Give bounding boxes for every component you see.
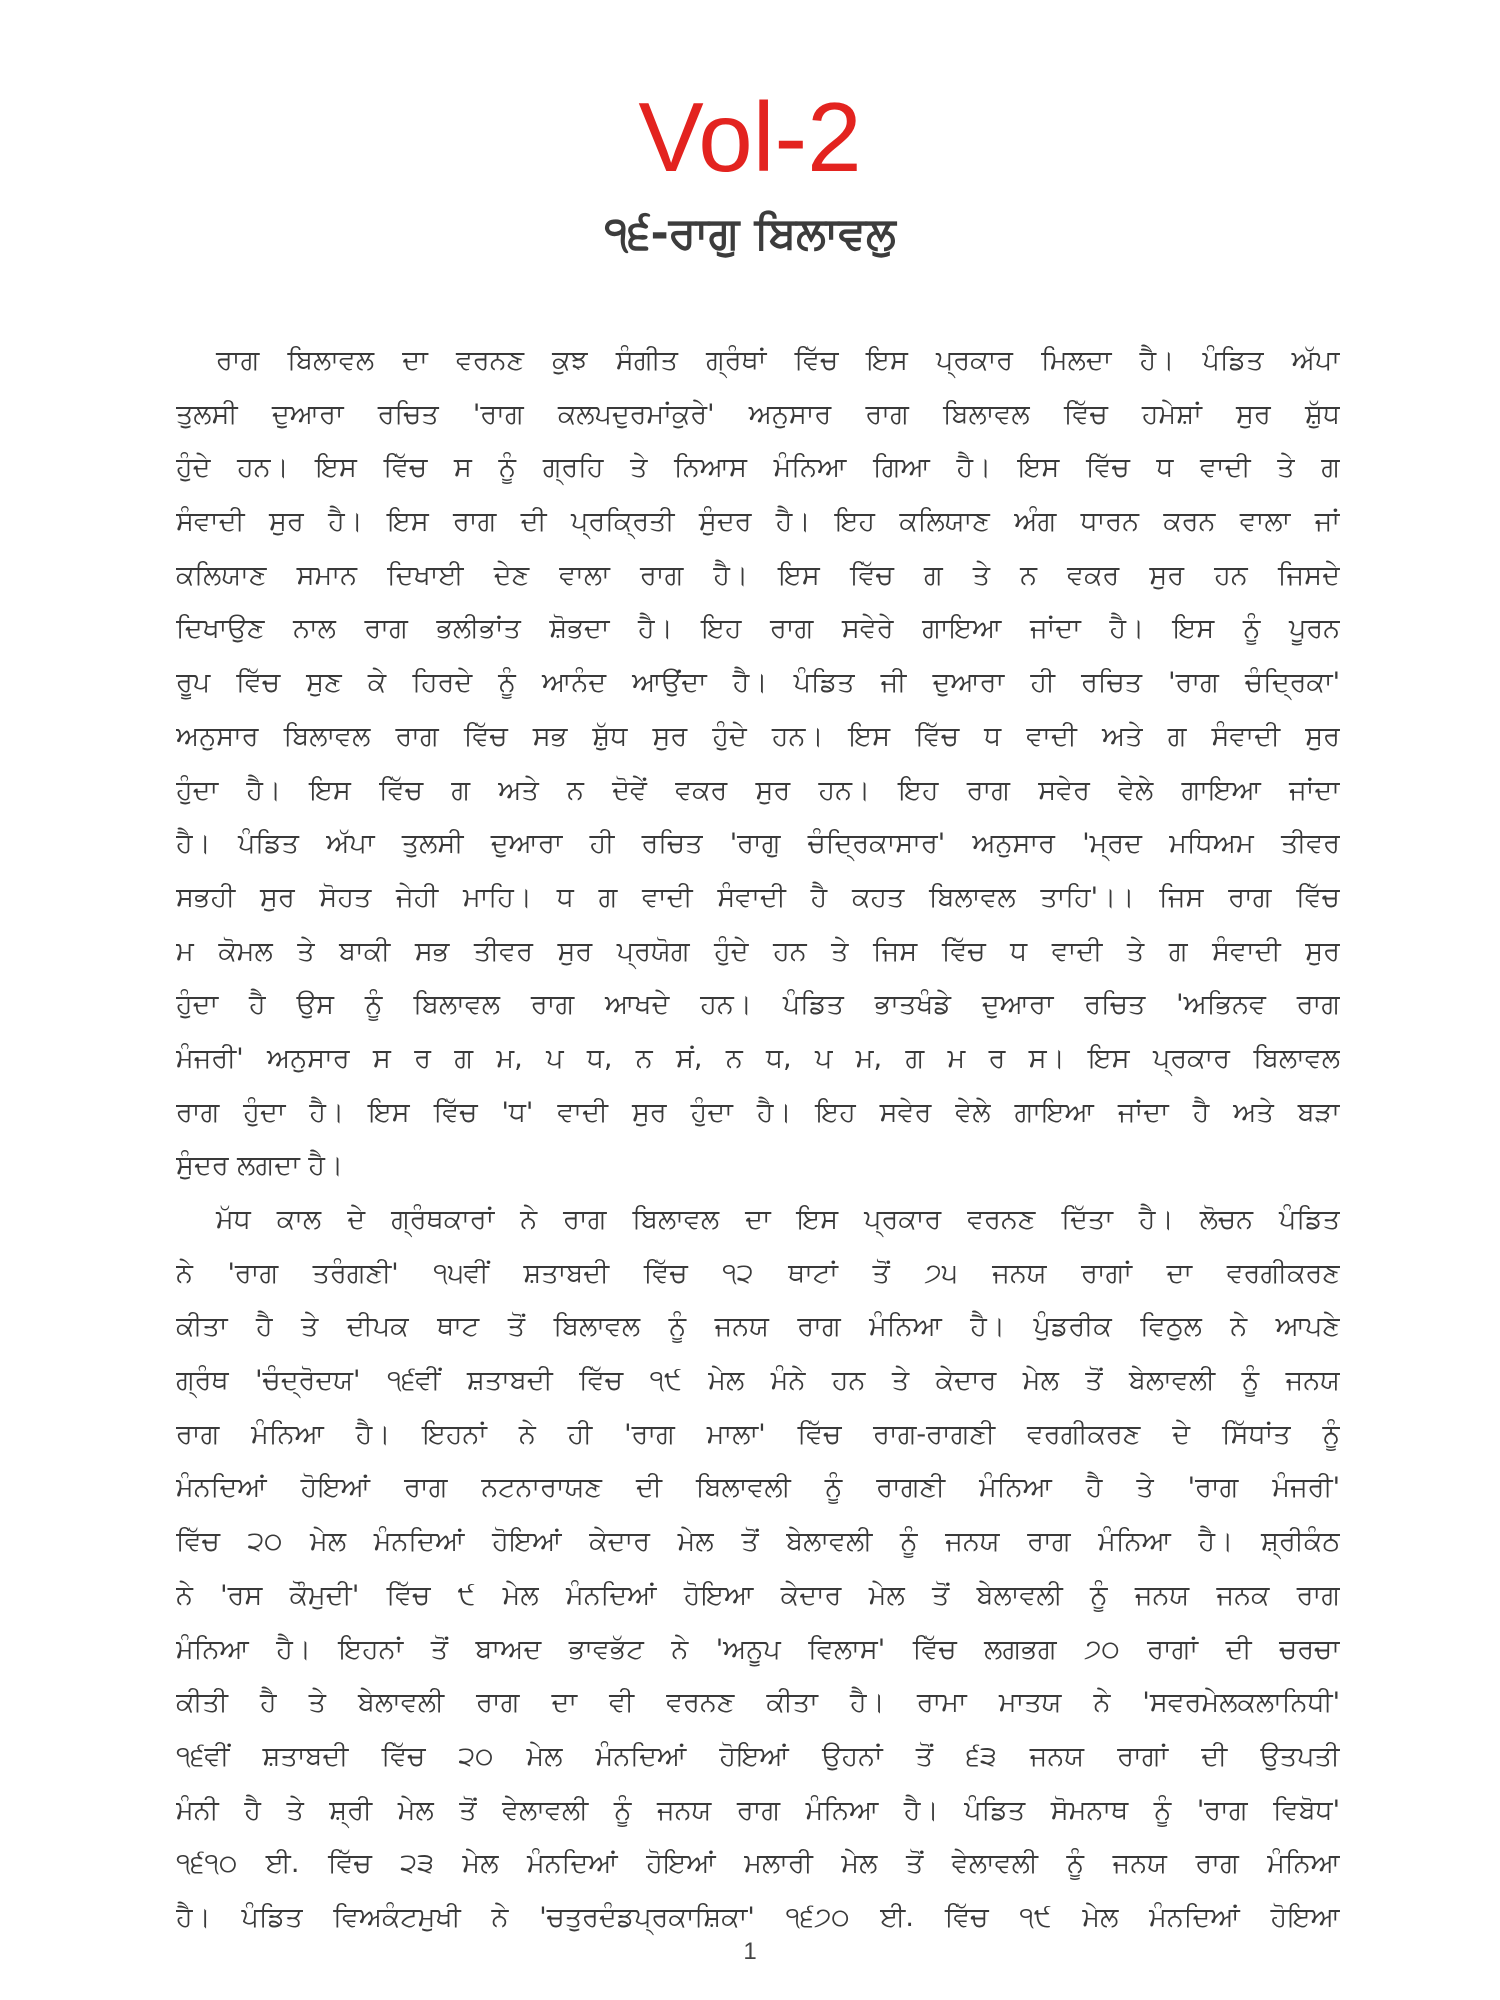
text-line: ਮੱਧ ਕਾਲ ਦੇ ਗ੍ਰੰਥਕਾਰਾਂ ਨੇ ਰਾਗ ਬਿਲਾਵਲ ਦਾ ਇਸ ਪ੍ਰਕਾਰ ਵਰਨਣ ਦਿੱਤਾ ਹੈ। ਲੋਚਨ ਪੰਡਿਤ — [216, 1204, 1340, 1235]
text-line: ਹੈ। ਪੰਡਿਤ ਅੱਪਾ ਤੁਲਸੀ ਦੁਆਰਾ ਹੀ ਰਚਿਤ 'ਰਾਗੁ ਚੰਦ੍ਰਿਕਾਸਾਰ' ਅਨੁਸਾਰ 'ਮ੍ਰਦ ਮਧਿਅਮ ਤੀਵਰ — [176, 828, 1340, 860]
text-line: ਮੰਨਿਆ ਹੈ। ਇਹਨਾਂ ਤੋਂ ਬਾਅਦ ਭਾਵਭੱਟ ਨੇ 'ਅਨੂਪ ਵਿਲਾਸ' ਵਿੱਚ ਲਗਭਗ ੭੦ ਰਾਗਾਂ ਦੀ ਚਰਚਾ — [176, 1633, 1340, 1665]
text-line: ਸਭਹੀ ਸੁਰ ਸੋਹਤ ਜੇਹੀ ਮਾਹਿ। ਧ ਗ ਵਾਦੀ ਸੰਵਾਦੀ ਹੈ ਕਹਤ ਬਿਲਾਵਲ ਤਾਹਿ'।। ਜਿਸ ਰਾਗ ਵਿੱਚ — [176, 881, 1340, 913]
text-line: ਗ੍ਰੰਥ 'ਚੰਦ੍ਰੋਦਯ' ੧੬ਵੀਂ ਸ਼ਤਾਬਦੀ ਵਿੱਚ ੧੯ ਮੇਲ ਮੰਨੇ ਹਨ ਤੇ ਕੇਦਾਰ ਮੇਲ ਤੋਂ ਬੇਲਾਵਲੀ ਨੂੰ ਜਨਯ — [176, 1365, 1340, 1397]
text-line: ਸੁੰਦਰ ਲਗਦਾ ਹੈ। — [176, 1150, 344, 1182]
text-line: ਦਿਖਾਉਣ ਨਾਲ ਰਾਗ ਭਲੀਭਾਂਤ ਸ਼ੋਭਦਾ ਹੈ। ਇਹ ਰਾਗ ਸਵੇਰੇ ਗਾਇਆ ਜਾਂਦਾ ਹੈ। ਇਸ ਨੂੰ ਪੂਰਨ — [176, 613, 1340, 645]
text-line: ਕੀਤੀ ਹੈ ਤੇ ਬੇਲਾਵਲੀ ਰਾਗ ਦਾ ਵੀ ਵਰਨਣ ਕੀਤਾ ਹੈ। ਰਾਮਾ ਮਾਤਯ ਨੇ 'ਸਵਰਮੇਲਕਲਾਨਿਧੀ' — [176, 1687, 1340, 1719]
text-line: ਵਿੱਚ ੨੦ ਮੇਲ ਮੰਨਦਿਆਂ ਹੋਇਆਂ ਕੇਦਾਰ ਮੇਲ ਤੋਂ ਬੇਲਾਵਲੀ ਨੂੰ ਜਨਯ ਰਾਗ ਮੰਨਿਆ ਹੈ। ਸ਼੍ਰੀਕੰਠ — [176, 1526, 1340, 1558]
text-line: ਸੰਵਾਦੀ ਸੁਰ ਹੈ। ਇਸ ਰਾਗ ਦੀ ਪ੍ਰਕ੍ਰਿਤੀ ਸੁੰਦਰ ਹੈ। ਇਹ ਕਲਿਯਾਣ ਅੰਗ ਧਾਰਨ ਕਰਨ ਵਾਲਾ ਜਾਂ — [176, 506, 1340, 538]
text-line: ਹੈ। ਪੰਡਿਤ ਵਿਅਕੰਟਮੁਖੀ ਨੇ 'ਚਤੁਰਦੰਡਪ੍ਰਕਾਸ਼ਿਕਾ' ੧੬੭੦ ਈ. ਵਿੱਚ ੧੯ ਮੇਲ ਮੰਨਦਿਆਂ ਹੋਇਆ — [176, 1901, 1340, 1933]
text-line: ਅਨੁਸਾਰ ਬਿਲਾਵਲ ਰਾਗ ਵਿੱਚ ਸਭ ਸ਼ੁੱਧ ਸੁਰ ਹੁੰਦੇ ਹਨ। ਇਸ ਵਿੱਚ ਧ ਵਾਦੀ ਅਤੇ ਗ ਸੰਵਾਦੀ ਸੁਰ — [176, 720, 1340, 752]
text-line: ਨੇ 'ਰਸ ਕੌਮੁਦੀ' ਵਿੱਚ ੯ ਮੇਲ ਮੰਨਦਿਆਂ ਹੋਇਆ ਕੇਦਾਰ ਮੇਲ ਤੋਂ ਬੇਲਾਵਲੀ ਨੂੰ ਜਨਯ ਜਨਕ ਰਾਗ — [176, 1579, 1340, 1611]
text-line: ਕਲਿਯਾਣ ਸਮਾਨ ਦਿਖਾਈ ਦੇਣ ਵਾਲਾ ਰਾਗ ਹੈ। ਇਸ ਵਿੱਚ ਗ ਤੇ ਨ ਵਕਰ ਸੁਰ ਹਨ ਜਿਸਦੇ — [176, 559, 1340, 591]
text-line: ਰਾਗ ਬਿਲਾਵਲ ਦਾ ਵਰਨਣ ਕੁਝ ਸੰਗੀਤ ਗ੍ਰੰਥਾਂ ਵਿੱਚ ਇਸ ਪ੍ਰਕਾਰ ਮਿਲਦਾ ਹੈ। ਪੰਡਿਤ ਅੱਪਾ — [216, 345, 1340, 376]
text-line: ਹੁੰਦਾ ਹੈ। ਇਸ ਵਿੱਚ ਗ ਅਤੇ ਨ ਦੋਵੇਂ ਵਕਰ ਸੁਰ ਹਨ। ਇਹ ਰਾਗ ਸਵੇਰ ਵੇਲੇ ਗਾਇਆ ਜਾਂਦਾ — [176, 774, 1340, 806]
text-line: ਮੰਨਦਿਆਂ ਹੋਇਆਂ ਰਾਗ ਨਟਨਾਰਾਯਣ ਦੀ ਬਿਲਾਵਲੀ ਨੂੰ ਰਾਗਣੀ ਮੰਨਿਆ ਹੈ ਤੇ 'ਰਾਗ ਮੰਜਰੀ' — [176, 1472, 1340, 1504]
text-line: ਕੀਤਾ ਹੈ ਤੇ ਦੀਪਕ ਥਾਟ ਤੋਂ ਬਿਲਾਵਲ ਨੂੰ ਜਨਯ ਰਾਗ ਮੰਨਿਆ ਹੈ। ਪੁੰਡਰੀਕ ਵਿਠੁਲ ਨੇ ਆਪਣੇ — [176, 1311, 1340, 1343]
page-number: 1 — [743, 1938, 757, 1965]
text-line: ਰਾਗ ਮੰਨਿਆ ਹੈ। ਇਹਨਾਂ ਨੇ ਹੀ 'ਰਾਗ ਮਾਲਾ' ਵਿੱਚ ਰਾਗ-ਰਾਗਣੀ ਵਰਗੀਕਰਣ ਦੇ ਸਿੱਧਾਂਤ ਨੂੰ — [176, 1418, 1340, 1450]
text-line: ਮ ਕੋਮਲ ਤੇ ਬਾਕੀ ਸਭ ਤੀਵਰ ਸੁਰ ਪ੍ਰਯੋਗ ਹੁੰਦੇ ਹਨ ਤੇ ਜਿਸ ਵਿੱਚ ਧ ਵਾਦੀ ਤੇ ਗ ਸੰਵਾਦੀ ਸੁਰ — [176, 935, 1340, 967]
text-line: ਤੁਲਸੀ ਦੁਆਰਾ ਰਚਿਤ 'ਰਾਗ ਕਲਪਦੁਰਮਾਂਕੁਰੇ' ਅਨੁਸਾਰ ਰਾਗ ਬਿਲਾਵਲ ਵਿੱਚ ਹਮੇਸ਼ਾਂ ਸੁਰ ਸ਼ੁੱਧ — [176, 398, 1340, 430]
text-line: ਰਾਗ ਹੁੰਦਾ ਹੈ। ਇਸ ਵਿੱਚ 'ਧ' ਵਾਦੀ ਸੁਰ ਹੁੰਦਾ ਹੈ। ਇਹ ਸਵੇਰ ਵੇਲੇ ਗਾਇਆ ਜਾਂਦਾ ਹੈ ਅਤੇ ਬੜਾ — [176, 1096, 1340, 1128]
body-text — [176, 334, 1340, 1945]
text-line: ਮੰਨੀ ਹੈ ਤੇ ਸ਼੍ਰੀ ਮੇਲ ਤੋਂ ਵੇਲਾਵਲੀ ਨੂੰ ਜਨਯ ਰਾਗ ਮੰਨਿਆ ਹੈ। ਪੰਡਿਤ ਸੋਮਨਾਥ ਨੂੰ 'ਰਾਗ ਵਿਬੋਧ' — [176, 1794, 1340, 1826]
chapter-title: ੧੬-ਰਾਗੁ ਬਿਲਾਵਲੁ — [604, 208, 896, 259]
text-line: ਮੰਜਰੀ' ਅਨੁਸਾਰ ਸ ਰ ਗ ਮ, ਪ ਧ, ਨ ਸਂ, ਨ ਧ, ਪ ਮ, ਗ ਮ ਰ ਸ। ਇਸ ਪ੍ਰਕਾਰ ਬਿਲਾਵਲ — [176, 1042, 1340, 1074]
text-line: ੧੬ਵੀਂ ਸ਼ਤਾਬਦੀ ਵਿੱਚ ੨੦ ਮੇਲ ਮੰਨਦਿਆਂ ਹੋਇਆਂ ਉਹਨਾਂ ਤੋਂ ੬੩ ਜਨਯ ਰਾਗਾਂ ਦੀ ਉਤਪਤੀ — [176, 1740, 1340, 1772]
text-line: ਹੁੰਦਾ ਹੈ ਉਸ ਨੂੰ ਬਿਲਾਵਲ ਰਾਗ ਆਖਦੇ ਹਨ। ਪੰਡਿਤ ਭਾਤਖੰਡੇ ਦੁਆਰਾ ਰਚਿਤ 'ਅਭਿਨਵ ਰਾਗ — [176, 989, 1340, 1021]
volume-title: Vol-2 — [638, 82, 862, 192]
text-line: ਹੁੰਦੇ ਹਨ। ਇਸ ਵਿੱਚ ਸ ਨੂੰ ਗ੍ਰਹਿ ਤੇ ਨਿਆਸ ਮੰਨਿਆ ਗਿਆ ਹੈ। ਇਸ ਵਿੱਚ ਧ ਵਾਦੀ ਤੇ ਗ — [176, 452, 1340, 484]
text-line: ਰੂਪ ਵਿੱਚ ਸੁਣ ਕੇ ਹਿਰਦੇ ਨੂੰ ਆਨੰਦ ਆਉਂਦਾ ਹੈ। ਪੰਡਿਤ ਜੀ ਦੁਆਰਾ ਹੀ ਰਚਿਤ 'ਰਾਗ ਚੰਦ੍ਰਿਕਾ' — [176, 667, 1340, 699]
text-line: ਨੇ 'ਰਾਗ ਤਰੰਗਣੀ' ੧੫ਵੀਂ ਸ਼ਤਾਬਦੀ ਵਿੱਚ ੧੨ ਥਾਟਾਂ ਤੋਂ ੭੫ ਜਨਯ ਰਾਗਾਂ ਦਾ ਵਰਗੀਕਰਣ — [176, 1257, 1340, 1289]
text-line: ੧੬੧੦ ਈ. ਵਿੱਚ ੨੩ ਮੇਲ ਮੰਨਦਿਆਂ ਹੋਇਆਂ ਮਲਾਰੀ ਮੇਲ ਤੋਂ ਵੇਲਾਵਲੀ ਨੂੰ ਜਨਯ ਰਾਗ ਮੰਨਿਆ — [176, 1848, 1340, 1880]
